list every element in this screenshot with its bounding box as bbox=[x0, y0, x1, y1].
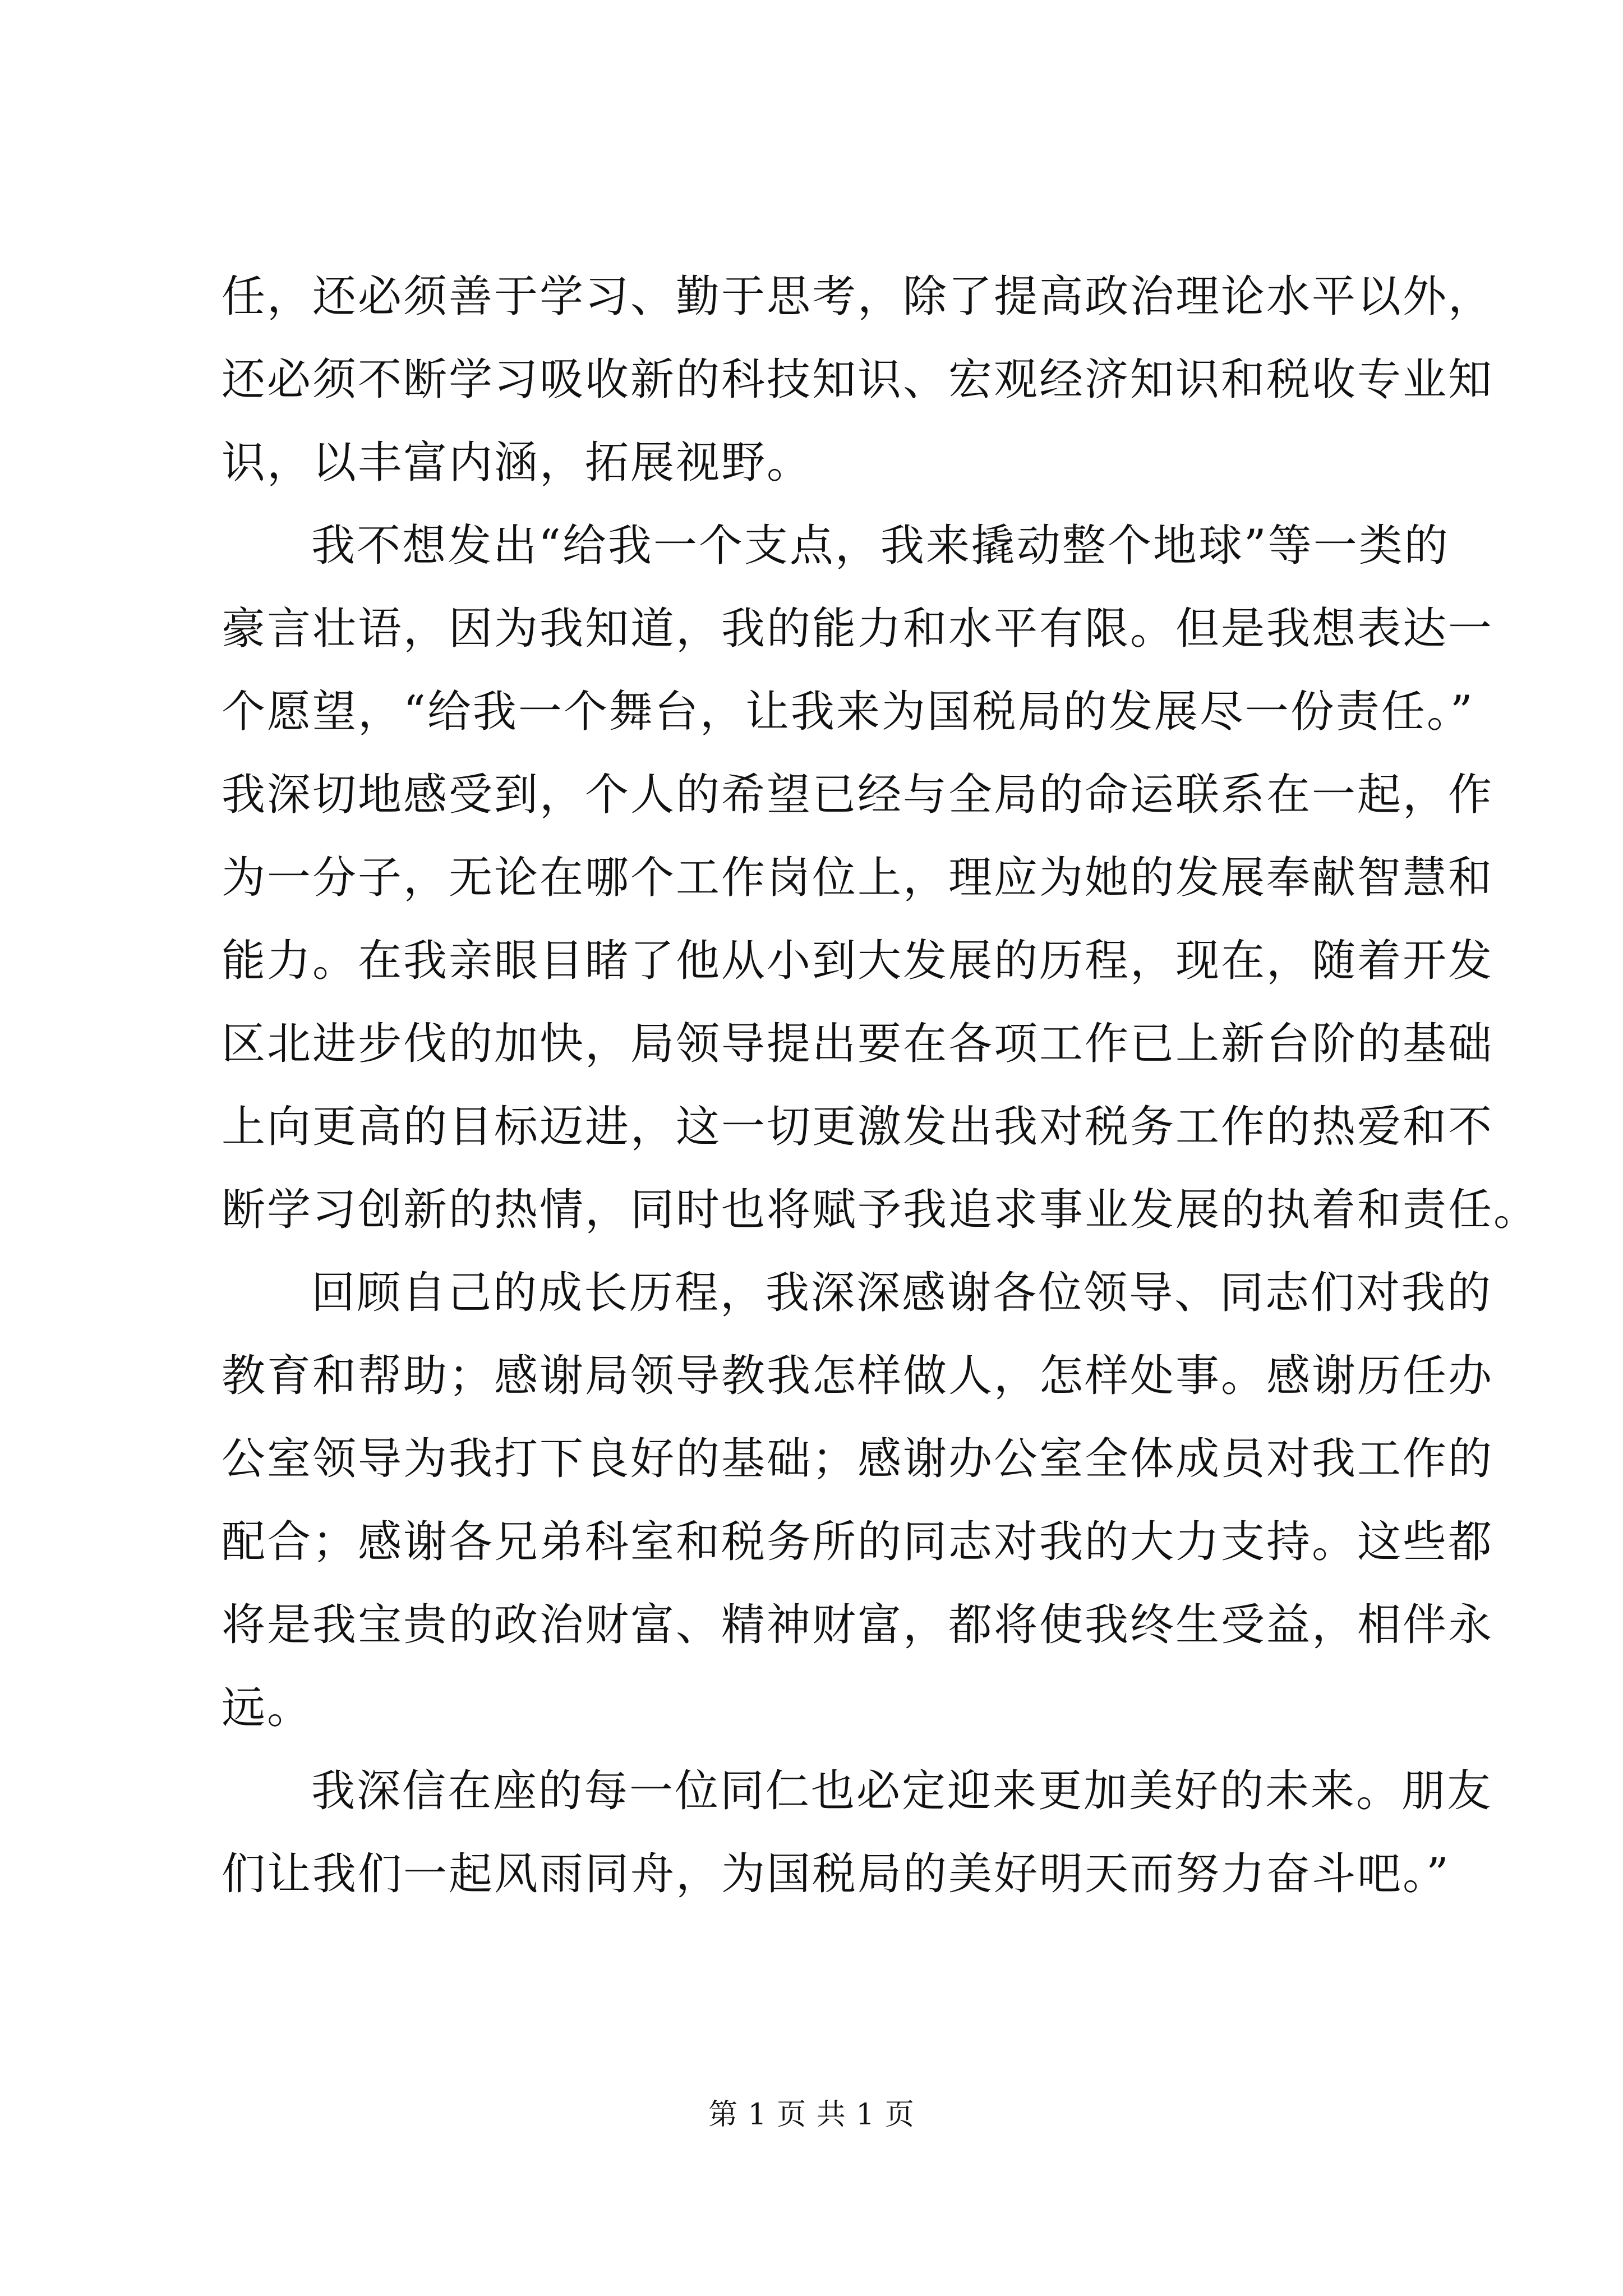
text-line: 远。 bbox=[222, 1683, 313, 1733]
text-line: 能力。在我亲眼目睹了他从小到大发展的历程，现在，随着开发 bbox=[222, 936, 1494, 986]
text-line: 们让我们一起风雨同舟，为国税局的美好明天而努力奋斗吧。” bbox=[222, 1849, 1450, 1899]
text-line: 公室领导为我打下良好的基础；感谢办公室全体成员对我工作的 bbox=[222, 1434, 1494, 1484]
text-line: 断学习创新的热情，同时也将赋予我追求事业发展的执着和责任。 bbox=[222, 1185, 1539, 1235]
text-line: 豪言壮语，因为我知道，我的能力和水平有限。但是我想表达一 bbox=[222, 604, 1494, 654]
text-line: 识，以丰富内涵，拓展视野。 bbox=[222, 438, 813, 488]
text-line: 将是我宝贵的政治财富、精神财富，都将使我终生受益，相伴永 bbox=[222, 1600, 1494, 1650]
text-line: 上向更高的目标迈进，这一切更激发出我对税务工作的热爱和不 bbox=[222, 1102, 1494, 1152]
text-line: 教育和帮助；感谢局领导教我怎样做人，怎样处事。感谢历任办 bbox=[222, 1351, 1494, 1401]
page-number-footer: 第 1 页 共 1 页 bbox=[708, 2098, 915, 2132]
text-line: 为一分子，无论在哪个工作岗位上，理应为她的发展奉献智慧和 bbox=[222, 853, 1494, 903]
text-line: 配合；感谢各兄弟科室和税务所的同志对我的大力支持。这些都 bbox=[222, 1517, 1494, 1567]
text-line: 任，还必须善于学习、勤于思考，除了提高政治理论水平以外， bbox=[222, 272, 1494, 322]
text-line: 区北进步伐的加快，局领导提出要在各项工作已上新台阶的基础 bbox=[222, 1019, 1494, 1069]
text-line: 我深切地感受到，个人的希望已经与全局的命运联系在一起，作 bbox=[222, 770, 1494, 820]
text-line: 个愿望，“给我一个舞台，让我来为国税局的发展尽一份责任。” bbox=[222, 687, 1474, 737]
document-body bbox=[222, 255, 1539, 1916]
text-line: 我不想发出“给我一个支点，我来撬动整个地球”等一类的 bbox=[311, 521, 1450, 571]
text-line: 回顾自己的成长历程，我深深感谢各位领导、同志们对我的 bbox=[311, 1268, 1493, 1318]
text-line: 还必须不断学习吸收新的科技知识、宏观经济知识和税收专业知 bbox=[222, 355, 1494, 405]
text-line: 我深信在座的每一位同仁也必定迎来更加美好的未来。朋友 bbox=[311, 1766, 1493, 1816]
